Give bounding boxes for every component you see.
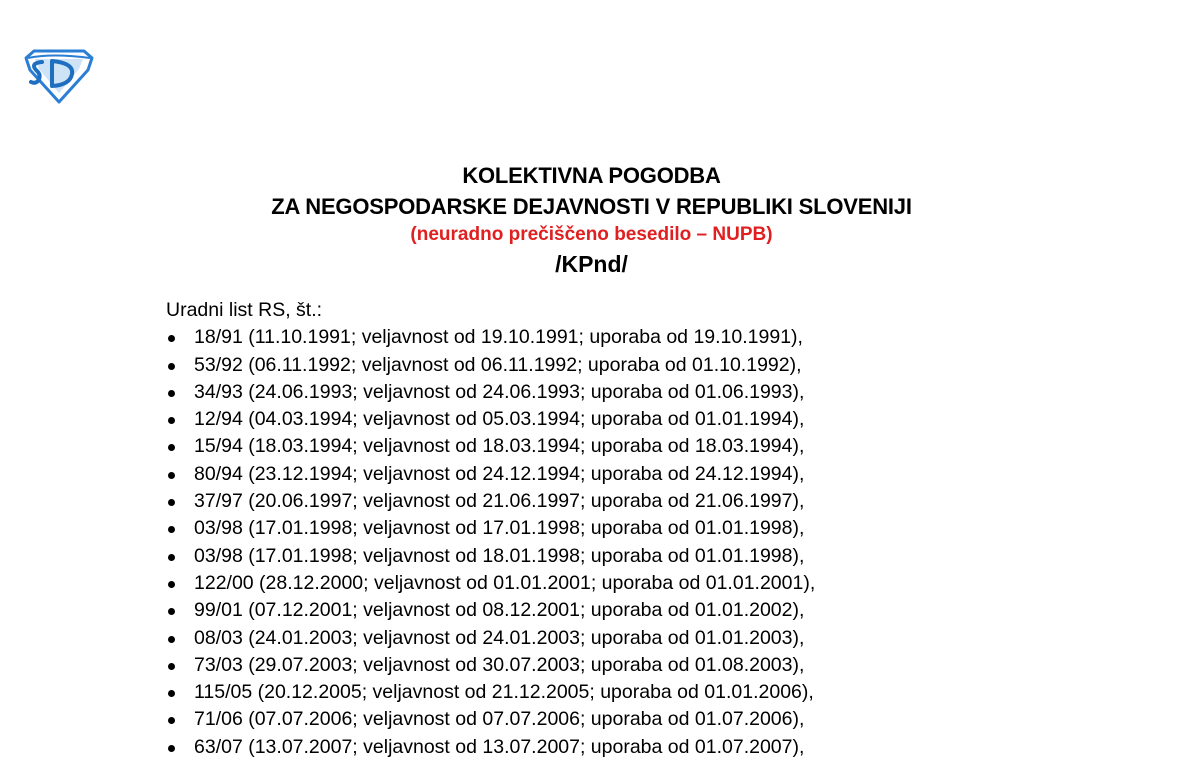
list-item (166, 324, 815, 351)
list-item-text: 03/98 (17.01.1998; veljavnost od 17.01.1998; uporaba od 01.01.1998), (194, 517, 805, 540)
bullet-icon (168, 390, 175, 397)
list-item-text: 37/97 (20.06.1997; veljavnost od 21.06.1997; uporaba od 21.06.1997), (194, 490, 805, 513)
bullet-icon (168, 417, 175, 424)
bullet-icon (168, 363, 175, 370)
list-item (166, 488, 815, 515)
bullet-icon (168, 717, 175, 724)
list-item-text: 34/93 (24.06.1993; veljavnost od 24.06.1993; uporaba od 01.06.1993), (194, 380, 805, 403)
document-title-line-2: ZA NEGOSPODARSKE DEJAVNOSTI V REPUBLIKI SLOVENIJI (271, 194, 912, 219)
bullet-icon (168, 444, 175, 451)
bullet-icon (168, 554, 175, 561)
document-title-line-1: KOLEKTIVNA POGODBA (462, 163, 721, 188)
list-item (166, 570, 815, 597)
list-item-text: 18/91 (11.10.1991; veljavnost od 19.10.1991; uporaba od 19.10.1991), (194, 326, 803, 349)
gazette-intro: Uradni list RS, št.: (166, 299, 323, 321)
document-body (166, 297, 815, 761)
document-abbreviation: /KPnd/ (555, 251, 628, 277)
document-subtitle: (neuradno prečiščeno besedilo – NUPB) (410, 224, 773, 245)
bullet-icon (168, 335, 175, 342)
bullet-icon (168, 608, 175, 615)
list-item (166, 352, 815, 379)
bullet-icon (168, 499, 175, 506)
list-item-text: 115/05 (20.12.2005; veljavnost od 21.12.2005; uporaba od 01.01.2006), (194, 681, 814, 704)
amendment-list (166, 324, 815, 761)
bullet-icon (168, 663, 175, 670)
bullet-icon (168, 690, 175, 697)
bullet-icon (168, 636, 175, 643)
list-item-text: 12/94 (04.03.1994; veljavnost od 05.03.1994; uporaba od 01.01.1994), (194, 408, 805, 431)
list-item-text: 80/94 (23.12.1994; veljavnost od 24.12.1994; uporaba od 24.12.1994), (194, 462, 805, 485)
list-item-text: 122/00 (28.12.2000; veljavnost od 01.01.2001; uporaba od 01.01.2001), (194, 571, 816, 594)
list-item (166, 433, 815, 460)
sd-shield-logo-icon (22, 48, 96, 104)
list-item-text: 71/06 (07.07.2006; veljavnost od 07.07.2006; uporaba od 01.07.2006), (194, 708, 805, 731)
list-item-text: 99/01 (07.12.2001; veljavnost od 08.12.2001; uporaba od 01.01.2002), (194, 599, 805, 622)
list-item (166, 406, 815, 433)
bullet-icon (168, 526, 175, 533)
list-item (166, 515, 815, 542)
bullet-icon (168, 581, 175, 588)
list-item-text: 73/03 (29.07.2003; veljavnost od 30.07.2003; uporaba od 01.08.2003), (194, 653, 805, 676)
list-item-text: 03/98 (17.01.1998; veljavnost od 18.01.1998; uporaba od 01.01.1998), (194, 544, 805, 567)
list-item (166, 706, 815, 733)
list-item (166, 597, 815, 624)
list-item-text: 53/92 (06.11.1992; veljavnost od 06.11.1992; uporaba od 01.10.1992), (194, 353, 802, 376)
list-item-text: 63/07 (13.07.2007; veljavnost od 13.07.2007; uporaba od 01.07.2007), (194, 735, 805, 758)
list-item-text: 15/94 (18.03.1994; veljavnost od 18.03.1994; uporaba od 18.03.1994), (194, 435, 805, 458)
list-item (166, 543, 815, 570)
list-item (166, 679, 815, 706)
list-item-text: 08/03 (24.01.2003; veljavnost od 24.01.2003; uporaba od 01.01.2003), (194, 626, 805, 649)
list-item (166, 625, 815, 652)
bullet-icon (168, 472, 175, 479)
document-header (0, 160, 1183, 280)
list-item (166, 379, 815, 406)
list-item (166, 652, 815, 679)
list-item (166, 734, 815, 761)
bullet-icon (168, 745, 175, 752)
list-item (166, 461, 815, 488)
